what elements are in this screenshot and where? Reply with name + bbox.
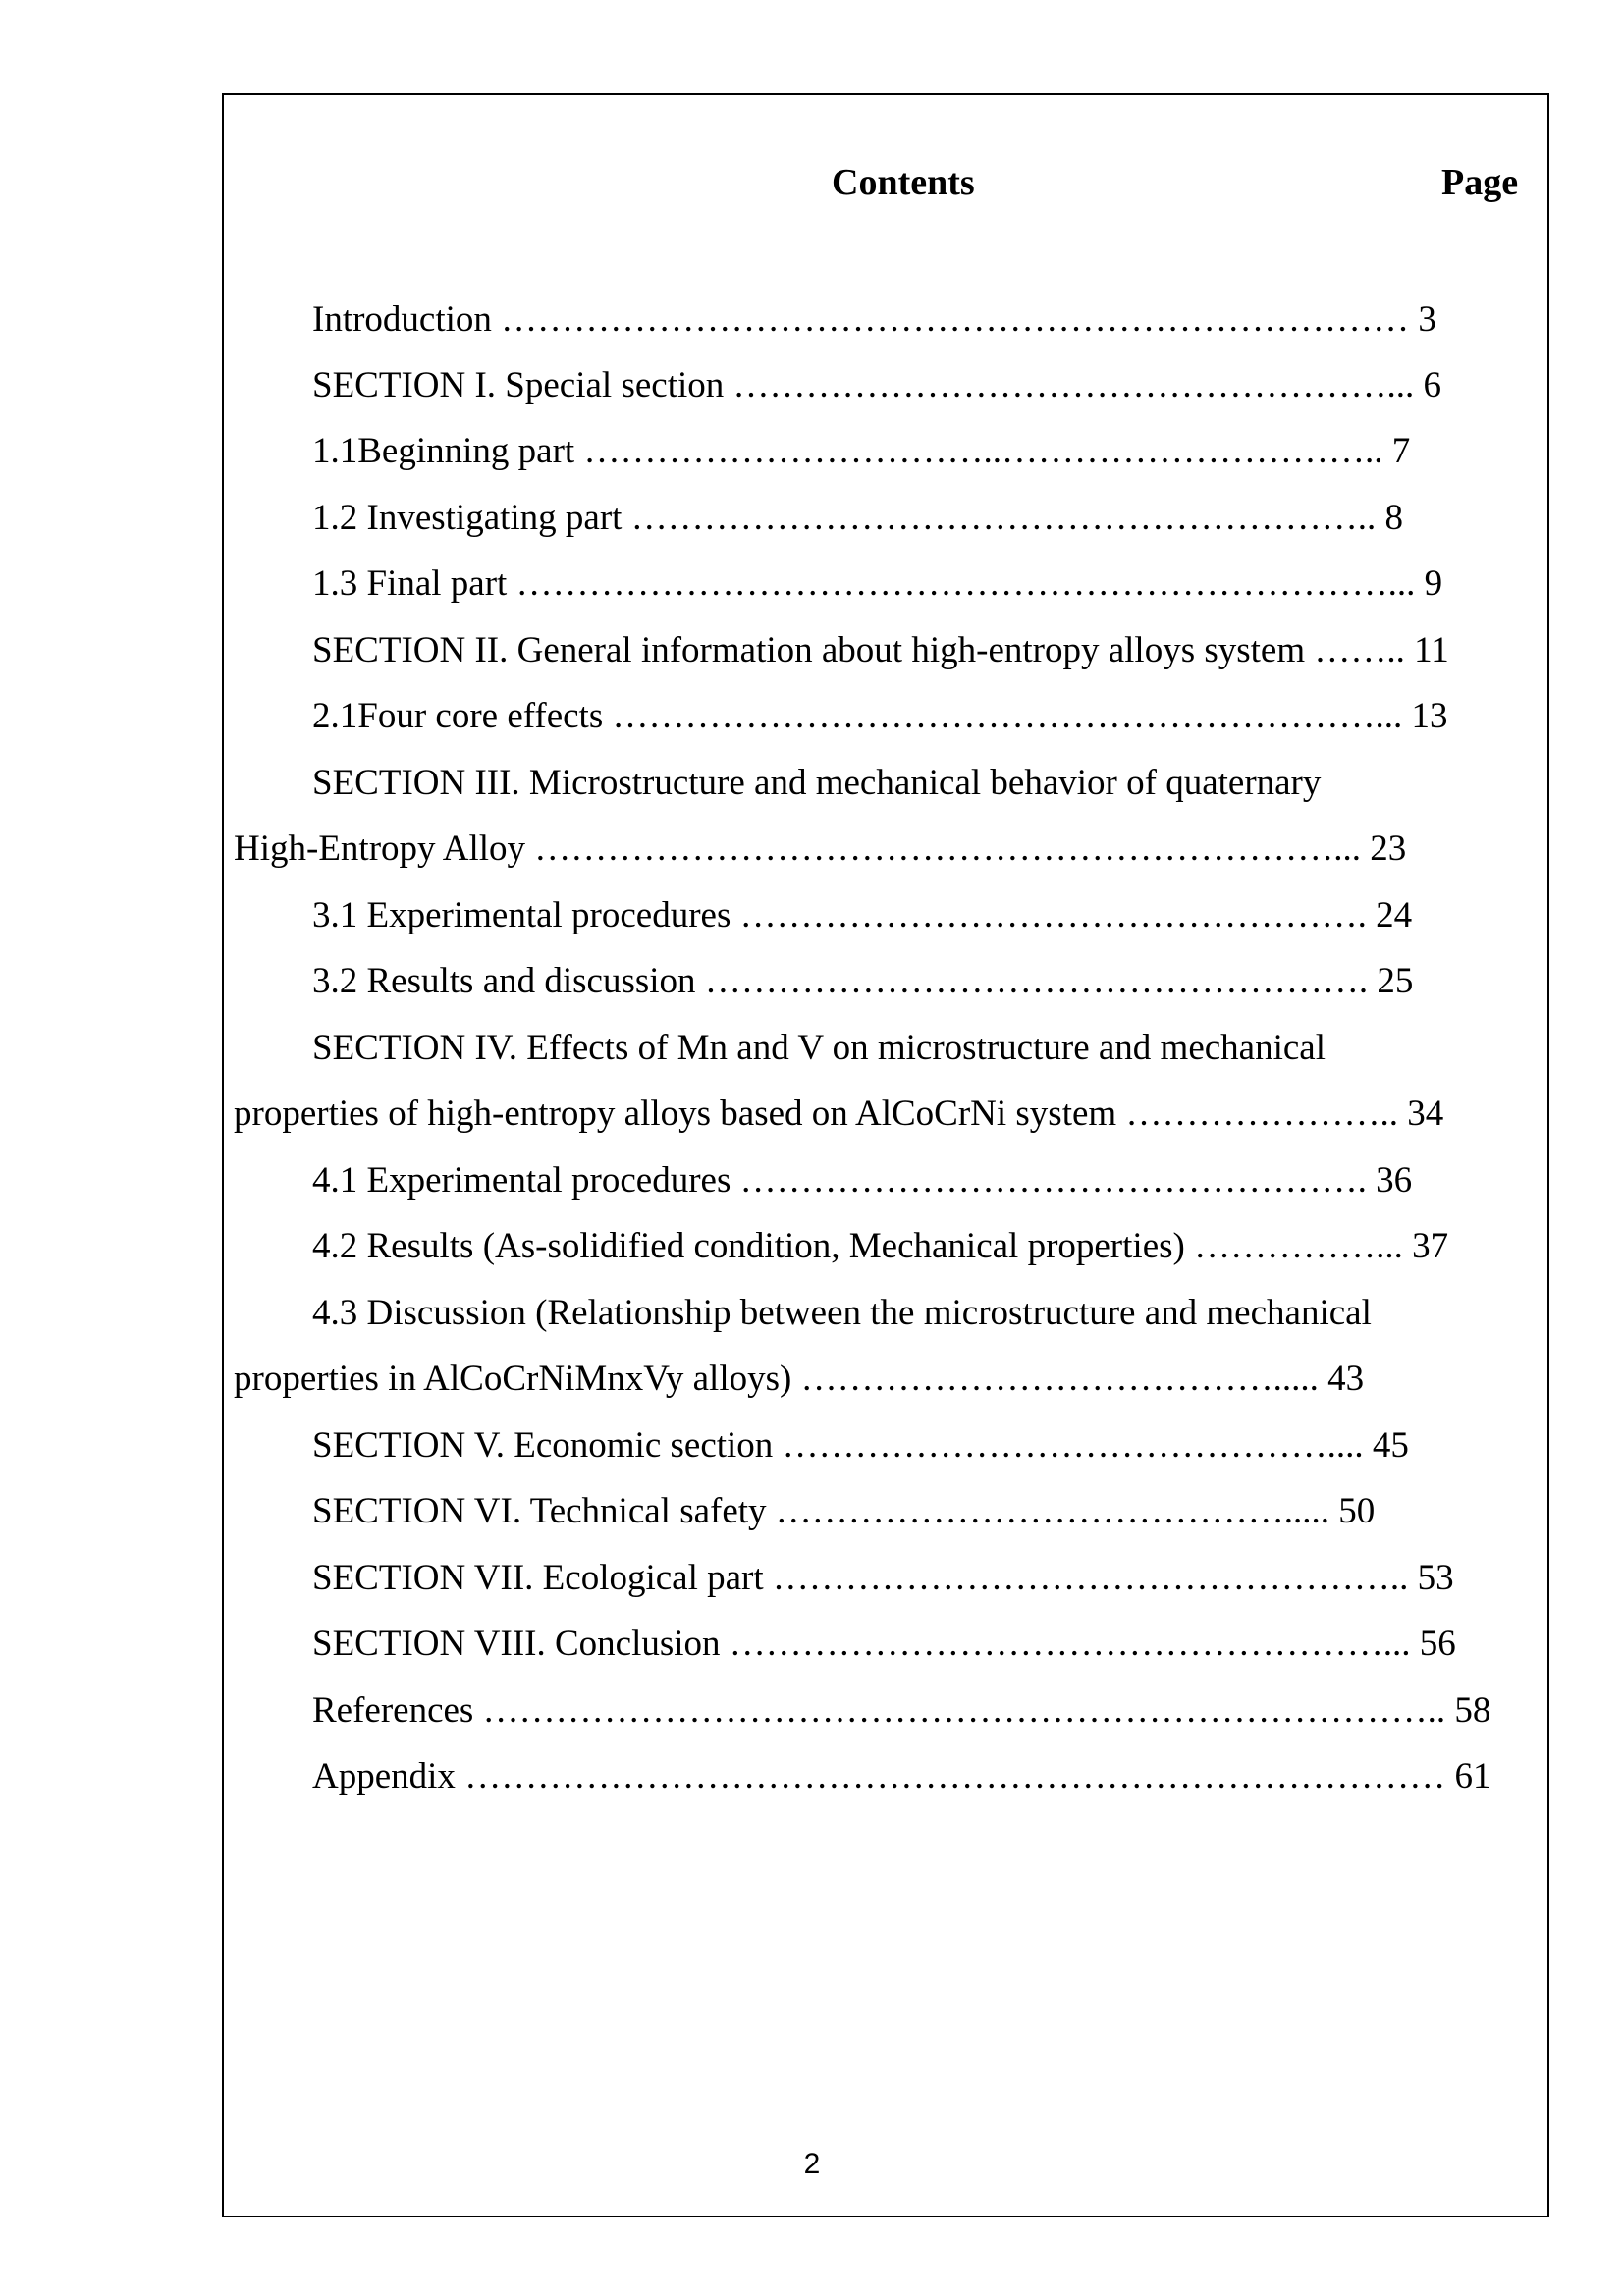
toc-entry-title: References: [312, 1690, 474, 1731]
toc-entry-leader: ……………………………………………………………………..: [482, 1690, 1446, 1731]
toc-entry-leader: …………………………………………….: [739, 895, 1367, 935]
toc-entry-title: properties of high-entropy alloys based on AlCoCrNi system: [234, 1094, 1117, 1134]
toc-entry-appendix[interactable]: [312, 1755, 1490, 1798]
toc-entry-title: 1.1Beginning part: [312, 431, 575, 471]
toc-entry-leader: ……………………………………………..: [772, 1558, 1409, 1598]
toc-entry-3-1[interactable]: [312, 894, 1412, 937]
toc-entry-title: SECTION I. Special section: [312, 365, 725, 405]
toc-entry-title: 3.2 Results and discussion: [312, 961, 696, 1001]
toc-entry-4-3-line-1[interactable]: [312, 1292, 1372, 1335]
toc-entry-title: 4.2 Results (As-solidified condition, Mechanical properties): [312, 1226, 1185, 1266]
toc-entry-section-5[interactable]: [312, 1424, 1409, 1468]
toc-entry-page: 53: [1417, 1558, 1454, 1598]
toc-entry-page: 37: [1412, 1226, 1449, 1266]
toc-entry-leader: …………………………………………………………...: [534, 828, 1362, 869]
toc-entry-title: Appendix: [312, 1756, 456, 1796]
toc-entry-page: 36: [1376, 1160, 1413, 1201]
toc-entry-leader: ………………………………………....: [782, 1425, 1364, 1466]
toc-entry-title: 3.1 Experimental procedures: [312, 895, 731, 935]
toc-entry-page: 11: [1414, 630, 1449, 670]
toc-entry-section-4-line-1[interactable]: [312, 1027, 1326, 1070]
toc-entry-title: 2.1Four core effects: [312, 696, 604, 736]
toc-entry-title: 1.3 Final part: [312, 563, 508, 604]
toc-entry-leader: ……………...: [1194, 1226, 1403, 1266]
toc-entry-introduction[interactable]: [312, 298, 1436, 342]
contents-heading: Contents: [832, 162, 975, 203]
toc-entry-1-2[interactable]: [312, 497, 1403, 540]
toc-entry-section-2[interactable]: [312, 629, 1449, 672]
toc-entry-title: SECTION VIII. Conclusion: [312, 1624, 721, 1664]
toc-entry-section-6[interactable]: [312, 1490, 1375, 1533]
toc-entry-4-2[interactable]: [312, 1225, 1448, 1268]
toc-entry-section-3-line-2[interactable]: [234, 828, 1406, 871]
toc-entry-section-7[interactable]: [312, 1557, 1454, 1600]
toc-entry-title: SECTION V. Economic section: [312, 1425, 774, 1466]
toc-entry-page: 9: [1424, 563, 1443, 604]
toc-entry-4-1[interactable]: [312, 1159, 1412, 1202]
toc-entry-section-4-line-2[interactable]: [234, 1093, 1443, 1136]
toc-entry-title: SECTION VI. Technical safety: [312, 1491, 767, 1531]
toc-entry-leader: ……………………………..…………………………..: [583, 431, 1383, 471]
toc-entry-page: 25: [1377, 961, 1414, 1001]
toc-entry-leader: …………………………………….....: [775, 1491, 1330, 1531]
toc-entry-leader: ………………………………………………………………...: [515, 563, 1416, 604]
toc-entry-leader: …………………………………………….: [739, 1160, 1367, 1201]
toc-entry-page: 24: [1376, 895, 1413, 935]
toc-entry-leader: ………………………………………………...: [729, 1624, 1411, 1664]
toc-entry-leader: ……………………………………………………..: [630, 498, 1377, 538]
toc-entry-title: SECTION III. Microstructure and mechanical behavior of quaternary: [312, 763, 1322, 803]
page-column-heading: Page: [1441, 162, 1519, 203]
toc-entry-page: 34: [1407, 1094, 1444, 1134]
toc-entry-title: 4.3 Discussion (Relationship between the microstructure and mechanical: [312, 1293, 1372, 1333]
toc-entry-leader: ………………………………………………………...: [612, 696, 1403, 736]
toc-entry-section-3-line-1[interactable]: [312, 762, 1321, 805]
toc-entry-page: 3: [1418, 299, 1436, 340]
toc-entry-leader: …………………………………………………………………: [501, 299, 1410, 340]
toc-entry-4-3-line-2[interactable]: [234, 1358, 1364, 1401]
toc-entry-page: 45: [1372, 1425, 1409, 1466]
toc-entry-1-3[interactable]: [312, 562, 1442, 606]
toc-entry-leader: ………………………………….....: [800, 1359, 1319, 1399]
footer-page-number: 2: [803, 2148, 821, 2180]
toc-entry-page: 50: [1338, 1491, 1376, 1531]
toc-entry-title: SECTION IV. Effects of Mn and V on microstructure and mechanical: [312, 1028, 1326, 1068]
toc-entry-page: 7: [1391, 431, 1411, 471]
toc-entry-2-1[interactable]: [312, 695, 1448, 738]
toc-entry-title: 4.1 Experimental procedures: [312, 1160, 731, 1201]
toc-entry-section-8[interactable]: [312, 1623, 1456, 1666]
toc-entry-title: 1.2 Investigating part: [312, 498, 623, 538]
toc-entry-page: 56: [1419, 1624, 1456, 1664]
toc-entry-page: 61: [1454, 1756, 1491, 1796]
toc-entry-3-2[interactable]: [312, 960, 1413, 1003]
toc-entry-title: properties in AlCoCrNiMnxVy alloys): [234, 1359, 792, 1399]
toc-entry-title: SECTION II. General information about high-entropy alloys system: [312, 630, 1306, 670]
toc-entry-1-1[interactable]: [312, 430, 1410, 473]
toc-entry-page: 58: [1454, 1690, 1491, 1731]
toc-entry-leader: ………………………………………………………………………: [464, 1756, 1446, 1796]
toc-entry-page: 13: [1411, 696, 1448, 736]
toc-entry-leader: …………………..: [1125, 1094, 1398, 1134]
toc-entry-title: SECTION VII. Ecological part: [312, 1558, 764, 1598]
toc-entry-leader: ………………………………………………...: [732, 365, 1415, 405]
toc-entry-page: 23: [1370, 828, 1407, 869]
toc-entry-page: 43: [1327, 1359, 1365, 1399]
toc-entry-leader: ……………………………………………….: [704, 961, 1369, 1001]
toc-entry-references[interactable]: [312, 1689, 1490, 1733]
toc-entry-page: 6: [1423, 365, 1441, 405]
toc-entry-page: 8: [1384, 498, 1403, 538]
toc-entry-leader: ……..: [1314, 630, 1405, 670]
toc-entry-section-1[interactable]: [312, 364, 1441, 407]
toc-entry-title: Introduction: [312, 299, 492, 340]
toc-entry-title: High-Entropy Alloy: [234, 828, 526, 869]
